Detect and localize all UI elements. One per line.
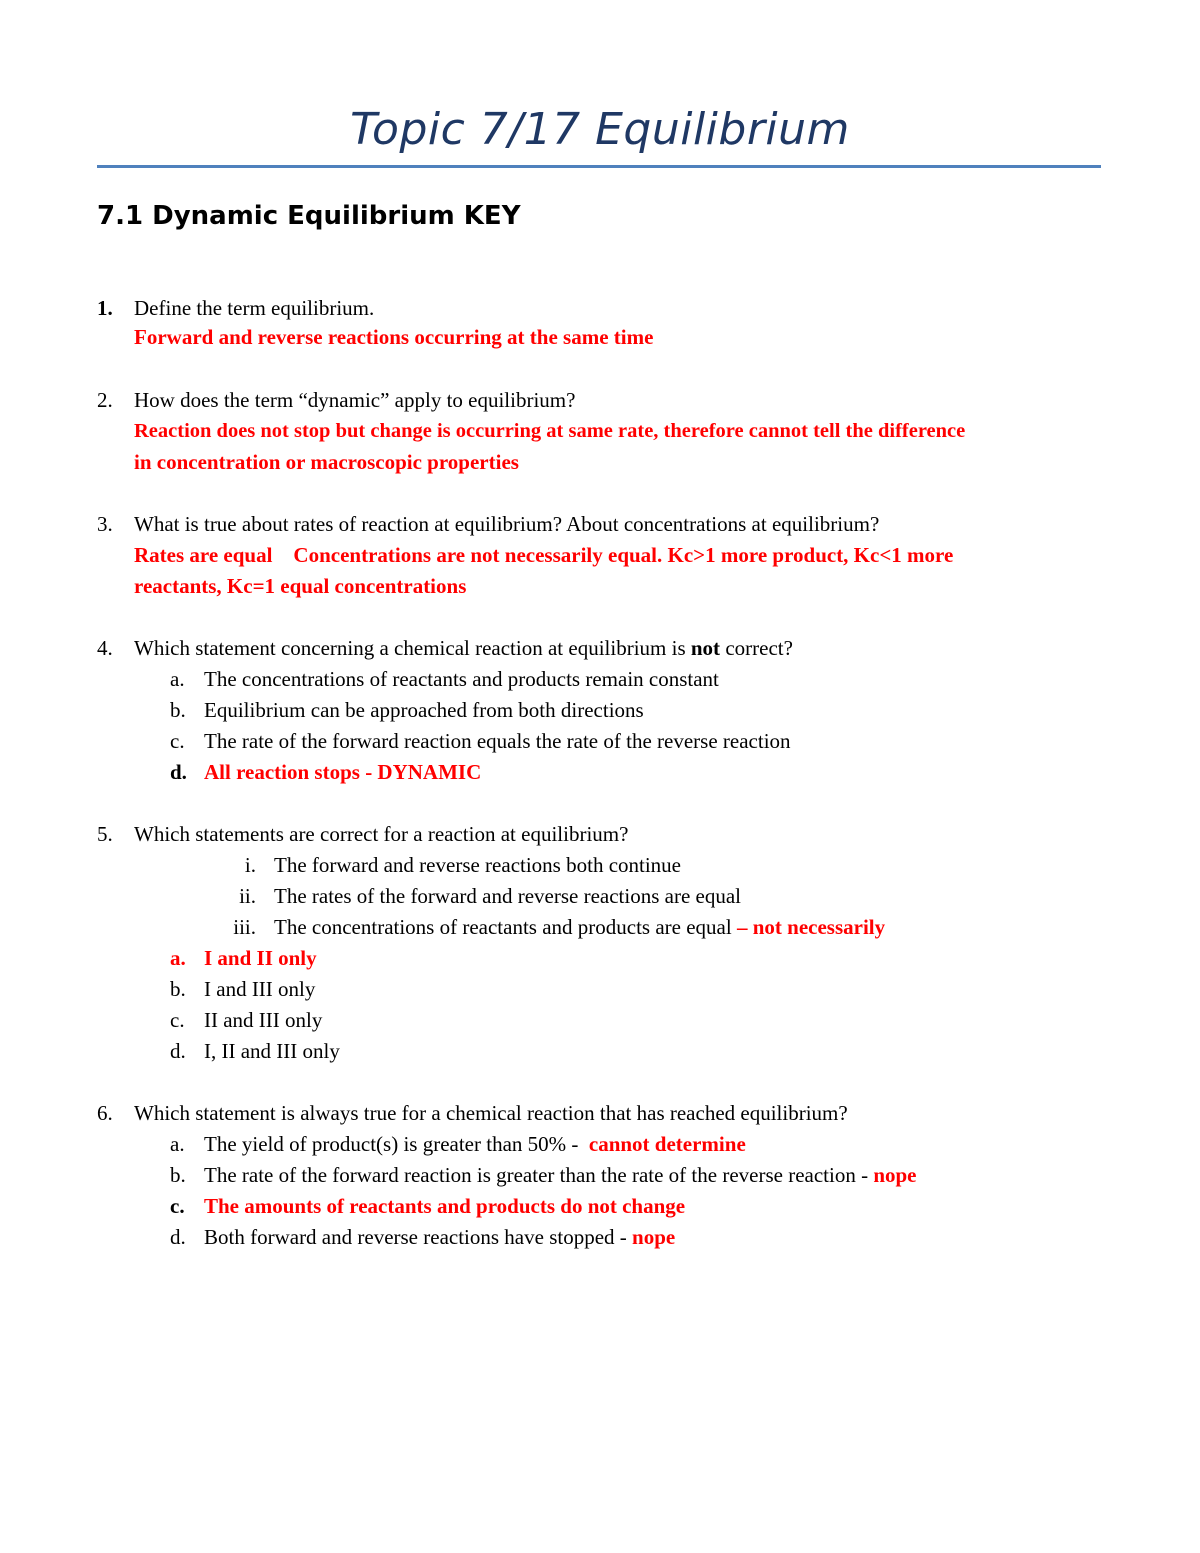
option-text-part: The yield of product(s) is greater than 50% - bbox=[204, 1132, 589, 1156]
answer-text: in concentration or macroscopic properties bbox=[134, 450, 519, 474]
question-number: 1. bbox=[97, 296, 113, 320]
question-number: 3. bbox=[97, 512, 113, 536]
statement-text bbox=[274, 912, 885, 943]
option-text bbox=[204, 1129, 746, 1160]
question-number: 4. bbox=[97, 636, 113, 660]
question-text: Which statements are correct for a reaction at equilibrium? bbox=[134, 822, 629, 846]
option-label: d. bbox=[170, 1039, 186, 1063]
question-text-part: Which statement concerning a chemical reaction at equilibrium is bbox=[134, 636, 691, 660]
title-divider bbox=[97, 165, 1101, 168]
emphasis-word: not bbox=[690, 636, 721, 660]
answer-text: reactants, Kc=1 equal concentrations bbox=[134, 574, 467, 598]
question-number: 5. bbox=[97, 822, 113, 846]
option-text: I and II only bbox=[204, 946, 317, 970]
option-text: All reaction stops - DYNAMIC bbox=[204, 760, 482, 784]
option-label: a. bbox=[170, 1132, 185, 1156]
question-text: Which statement is always true for a chemical reaction that has reached equilibrium? bbox=[134, 1101, 848, 1125]
question-text-part: correct? bbox=[720, 636, 793, 660]
answer-text: Rates are equal Concentrations are not necessarily equal. Kc>1 more product, Kc<1 more bbox=[134, 543, 954, 567]
option-label: a. bbox=[170, 946, 186, 970]
question-text bbox=[134, 633, 793, 664]
section-heading: 7.1 Dynamic Equilibrium KEY bbox=[97, 201, 521, 231]
option-label: d. bbox=[170, 1225, 186, 1249]
option-label: c. bbox=[170, 1008, 185, 1032]
option-text: Equilibrium can be approached from both directions bbox=[204, 698, 644, 722]
option-text: I, II and III only bbox=[204, 1039, 340, 1063]
answer-note: cannot determine bbox=[588, 1132, 746, 1156]
page-title: Topic 7/17 Equilibrium bbox=[350, 104, 850, 155]
answer-note: nope bbox=[873, 1163, 917, 1187]
option-text: The amounts of reactants and products do not change bbox=[204, 1194, 686, 1218]
question-text: Define the term equilibrium. bbox=[134, 296, 375, 320]
statement-text: The forward and reverse reactions both continue bbox=[274, 853, 681, 877]
statement-label: iii. bbox=[233, 915, 256, 939]
question-number: 6. bbox=[97, 1101, 113, 1125]
answer-note: nope bbox=[632, 1225, 676, 1249]
option-label: b. bbox=[170, 698, 186, 722]
option-text bbox=[204, 1160, 917, 1191]
option-text-part: The rate of the forward reaction is greater than the rate of the reverse reaction - bbox=[204, 1163, 874, 1187]
option-text: The rate of the forward reaction equals the rate of the reverse reaction bbox=[204, 729, 791, 753]
statement-label: i. bbox=[244, 853, 256, 877]
option-label: b. bbox=[170, 977, 186, 1001]
question-number: 2. bbox=[97, 388, 113, 412]
option-label: a. bbox=[170, 667, 185, 691]
option-text: I and III only bbox=[204, 977, 316, 1001]
option-label: b. bbox=[170, 1163, 186, 1187]
answer-text: Forward and reverse reactions occurring at the same time bbox=[134, 325, 654, 349]
option-text-part: Both forward and reverse reactions have stopped - bbox=[204, 1225, 633, 1249]
option-label: d. bbox=[170, 760, 187, 784]
option-text: The concentrations of reactants and products remain constant bbox=[204, 667, 719, 691]
statement-label: ii. bbox=[239, 884, 256, 908]
question-text: What is true about rates of reaction at equilibrium? About concentrations at equilibrium? bbox=[134, 512, 880, 536]
question-text: How does the term “dynamic” apply to equilibrium? bbox=[134, 388, 576, 412]
option-label: c. bbox=[170, 729, 185, 753]
answer-text: Reaction does not stop but change is occurring at same rate, therefore cannot tell the difference bbox=[134, 420, 966, 442]
answer-note: – not necessarily bbox=[736, 915, 886, 939]
statement-text-part: The concentrations of reactants and products are equal bbox=[274, 915, 737, 939]
option-text: II and III only bbox=[204, 1008, 323, 1032]
statement-text: The rates of the forward and reverse reactions are equal bbox=[274, 884, 742, 908]
option-text bbox=[204, 1222, 675, 1253]
option-label: c. bbox=[170, 1194, 185, 1218]
